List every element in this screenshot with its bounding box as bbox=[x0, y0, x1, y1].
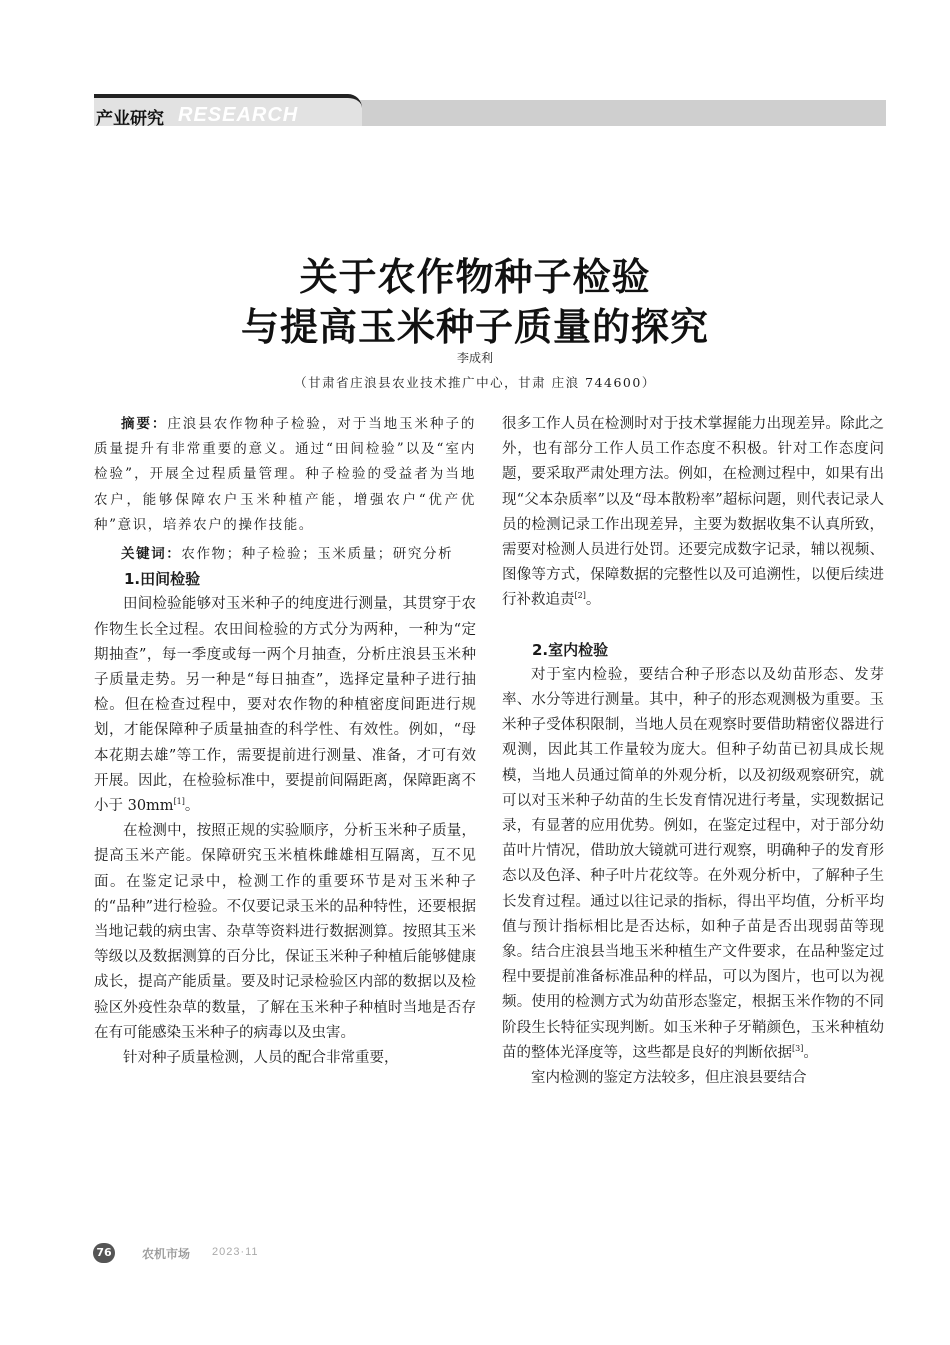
section-label-en: RESEARCH bbox=[178, 104, 299, 126]
column-left bbox=[94, 412, 476, 1071]
paragraph-end: 。 bbox=[803, 1044, 818, 1061]
section2-heading: 2.室内检验 bbox=[532, 640, 609, 659]
paragraph-text: 田间检验能够对玉米种子的纯度进行测量，其贯穿于农作物生长全过程。农田间检验的方式分为两种，一种为“定期抽查”，每一季度或每一两个月抽查，分析庄浪县玉米种子质量走势。另一种是“每日抽查”，选择定量种子进行抽检。但在检查过程中，要对农作物的种植密度间距进行规划，才能保障种子质量抽查的科学性、有效性。例如，“母本花期去雄”等工作，需要提前进行测量、准备，才可有效开展。因此，在检验标准中，要提前间隔距离，保障距离不小于 30mm bbox=[94, 596, 476, 815]
article-title-line1: 关于农作物种子检验 bbox=[299, 254, 651, 299]
citation-ref: [1] bbox=[173, 797, 185, 807]
column-right bbox=[502, 412, 884, 1091]
section1-paragraph: 在检测中，按照正规的实验顺序，分析玉米种子质量，提高玉米产能。保障研究玉米植株雌雄相互隔离，互不见面。在鉴定记录中，检测工作的重要环节是对玉米种子的“品种”进行检验。不仅要记录玉米的品种特性，还要根据当地记载的病虫害、杂草等资料进行数据测算。按照其玉米等级以及数据测算的百分比，保证玉米种子种植后能够健康成长，提高产能质量。要及时记录检验区内部的数据以及检验区外疫性杂草的数量，了解在玉米种子种植时当地是否存在有可能感染玉米种子的病毒以及虫害。 bbox=[94, 823, 476, 1041]
citation-ref: [3] bbox=[792, 1044, 804, 1054]
section1-paragraph-continued bbox=[502, 412, 884, 614]
citation-ref: [2] bbox=[574, 591, 586, 601]
paragraph-end: 。 bbox=[585, 592, 601, 609]
section2-paragraph bbox=[502, 663, 884, 1066]
paragraph-text: 很多工作人员在检测时对于技术掌握能力出现差异。除此之外，也有部分工作人员工作态度不积极。针对工作态度问题，要采取严肃处理方法。例如，在检测过程中，如果有出现“父本杂质率”以及“母本散粉率”超标问题，则代表记录人员的检测记录工作出现差异，主要为数据收集不认真所致，需要对检测人员进行处罚。还要完成数字记录，辅以视频、图像等方式，保障数据的完整性以及可追溯性，以便后续进行补救追责 bbox=[502, 416, 884, 609]
section-label-cn: 产业研究 bbox=[96, 109, 164, 129]
abstract-text: 庄浪县农作物种子检验，对于当地玉米种子的质量提升有非常重要的意义。通过“田间检验”以及“室内检验”，开展全过程质量管理。种子检验的受益者为当地农户，能够保障农户玉米种植产能，增强农户“优产优种”意识，培养农户的操作技能。 bbox=[94, 416, 476, 533]
paragraph-text: 对于室内检验，要结合种子形态以及幼苗形态、发芽率、水分等进行测量。其中，种子的形态观测极为重要。玉米种子受体积限制，当地人员在观察时要借助精密仪器进行观测，因此其工作量较为庞大。但种子幼苗已初具成长规模，当地人员通过简单的外观分析，以及初级观察研究，就可以对玉米种子幼苗的生长发育情况进行考量，实现数据记录，有显著的应用优势。例如，在鉴定过程中，对于部分幼苗叶片情况，借助放大镜就可进行观察，明确种子的发育形态以及色泽、种子叶片花纹等。在外观分析中，了解种子生长发育过程。通过以往记录的指标，得出平均值，分析平均值与预计指标相比是否达标，如种子苗是否出现弱苗等现象。结合庄浪县当地玉米种植生产文件要求，在品种鉴定过程中要提前准备标准品种的样品，可以为图片，也可以为视频。使用的检测方式为幼苗形态鉴定，根据玉米作物的不同阶段生长特征实现判断。如玉米种子牙鞘颜色，玉米种植幼苗的整体光泽度等，这些都是良好的判断依据 bbox=[502, 666, 884, 1061]
author: 李成利 bbox=[456, 351, 493, 365]
section1-heading: 1.田间检验 bbox=[124, 570, 201, 589]
affiliation: （甘肃省庄浪县农业技术推广中心，甘肃 庄浪 744600） bbox=[294, 375, 656, 390]
section1-paragraph: 针对种子质量检测，人员的配合非常重要， bbox=[123, 1050, 399, 1067]
section1-paragraph bbox=[94, 592, 476, 819]
journal-name: 农机市场 bbox=[142, 1247, 191, 1261]
section2-paragraph: 室内检测的鉴定方法较多，但庄浪县要结合 bbox=[531, 1070, 807, 1087]
issue-date: 2023·11 bbox=[212, 1246, 259, 1258]
keywords-label: 关键词： bbox=[121, 546, 182, 563]
paragraph-end: 。 bbox=[184, 798, 200, 815]
article-title-line2: 与提高玉米种子质量的探究 bbox=[240, 304, 709, 349]
keywords bbox=[94, 542, 476, 567]
keywords-text: 农作物；种子检验；玉米质量；研究分析 bbox=[181, 546, 454, 563]
page-number: 76 bbox=[93, 1243, 115, 1263]
abstract bbox=[94, 412, 476, 538]
abstract-label: 摘要： bbox=[121, 416, 168, 432]
